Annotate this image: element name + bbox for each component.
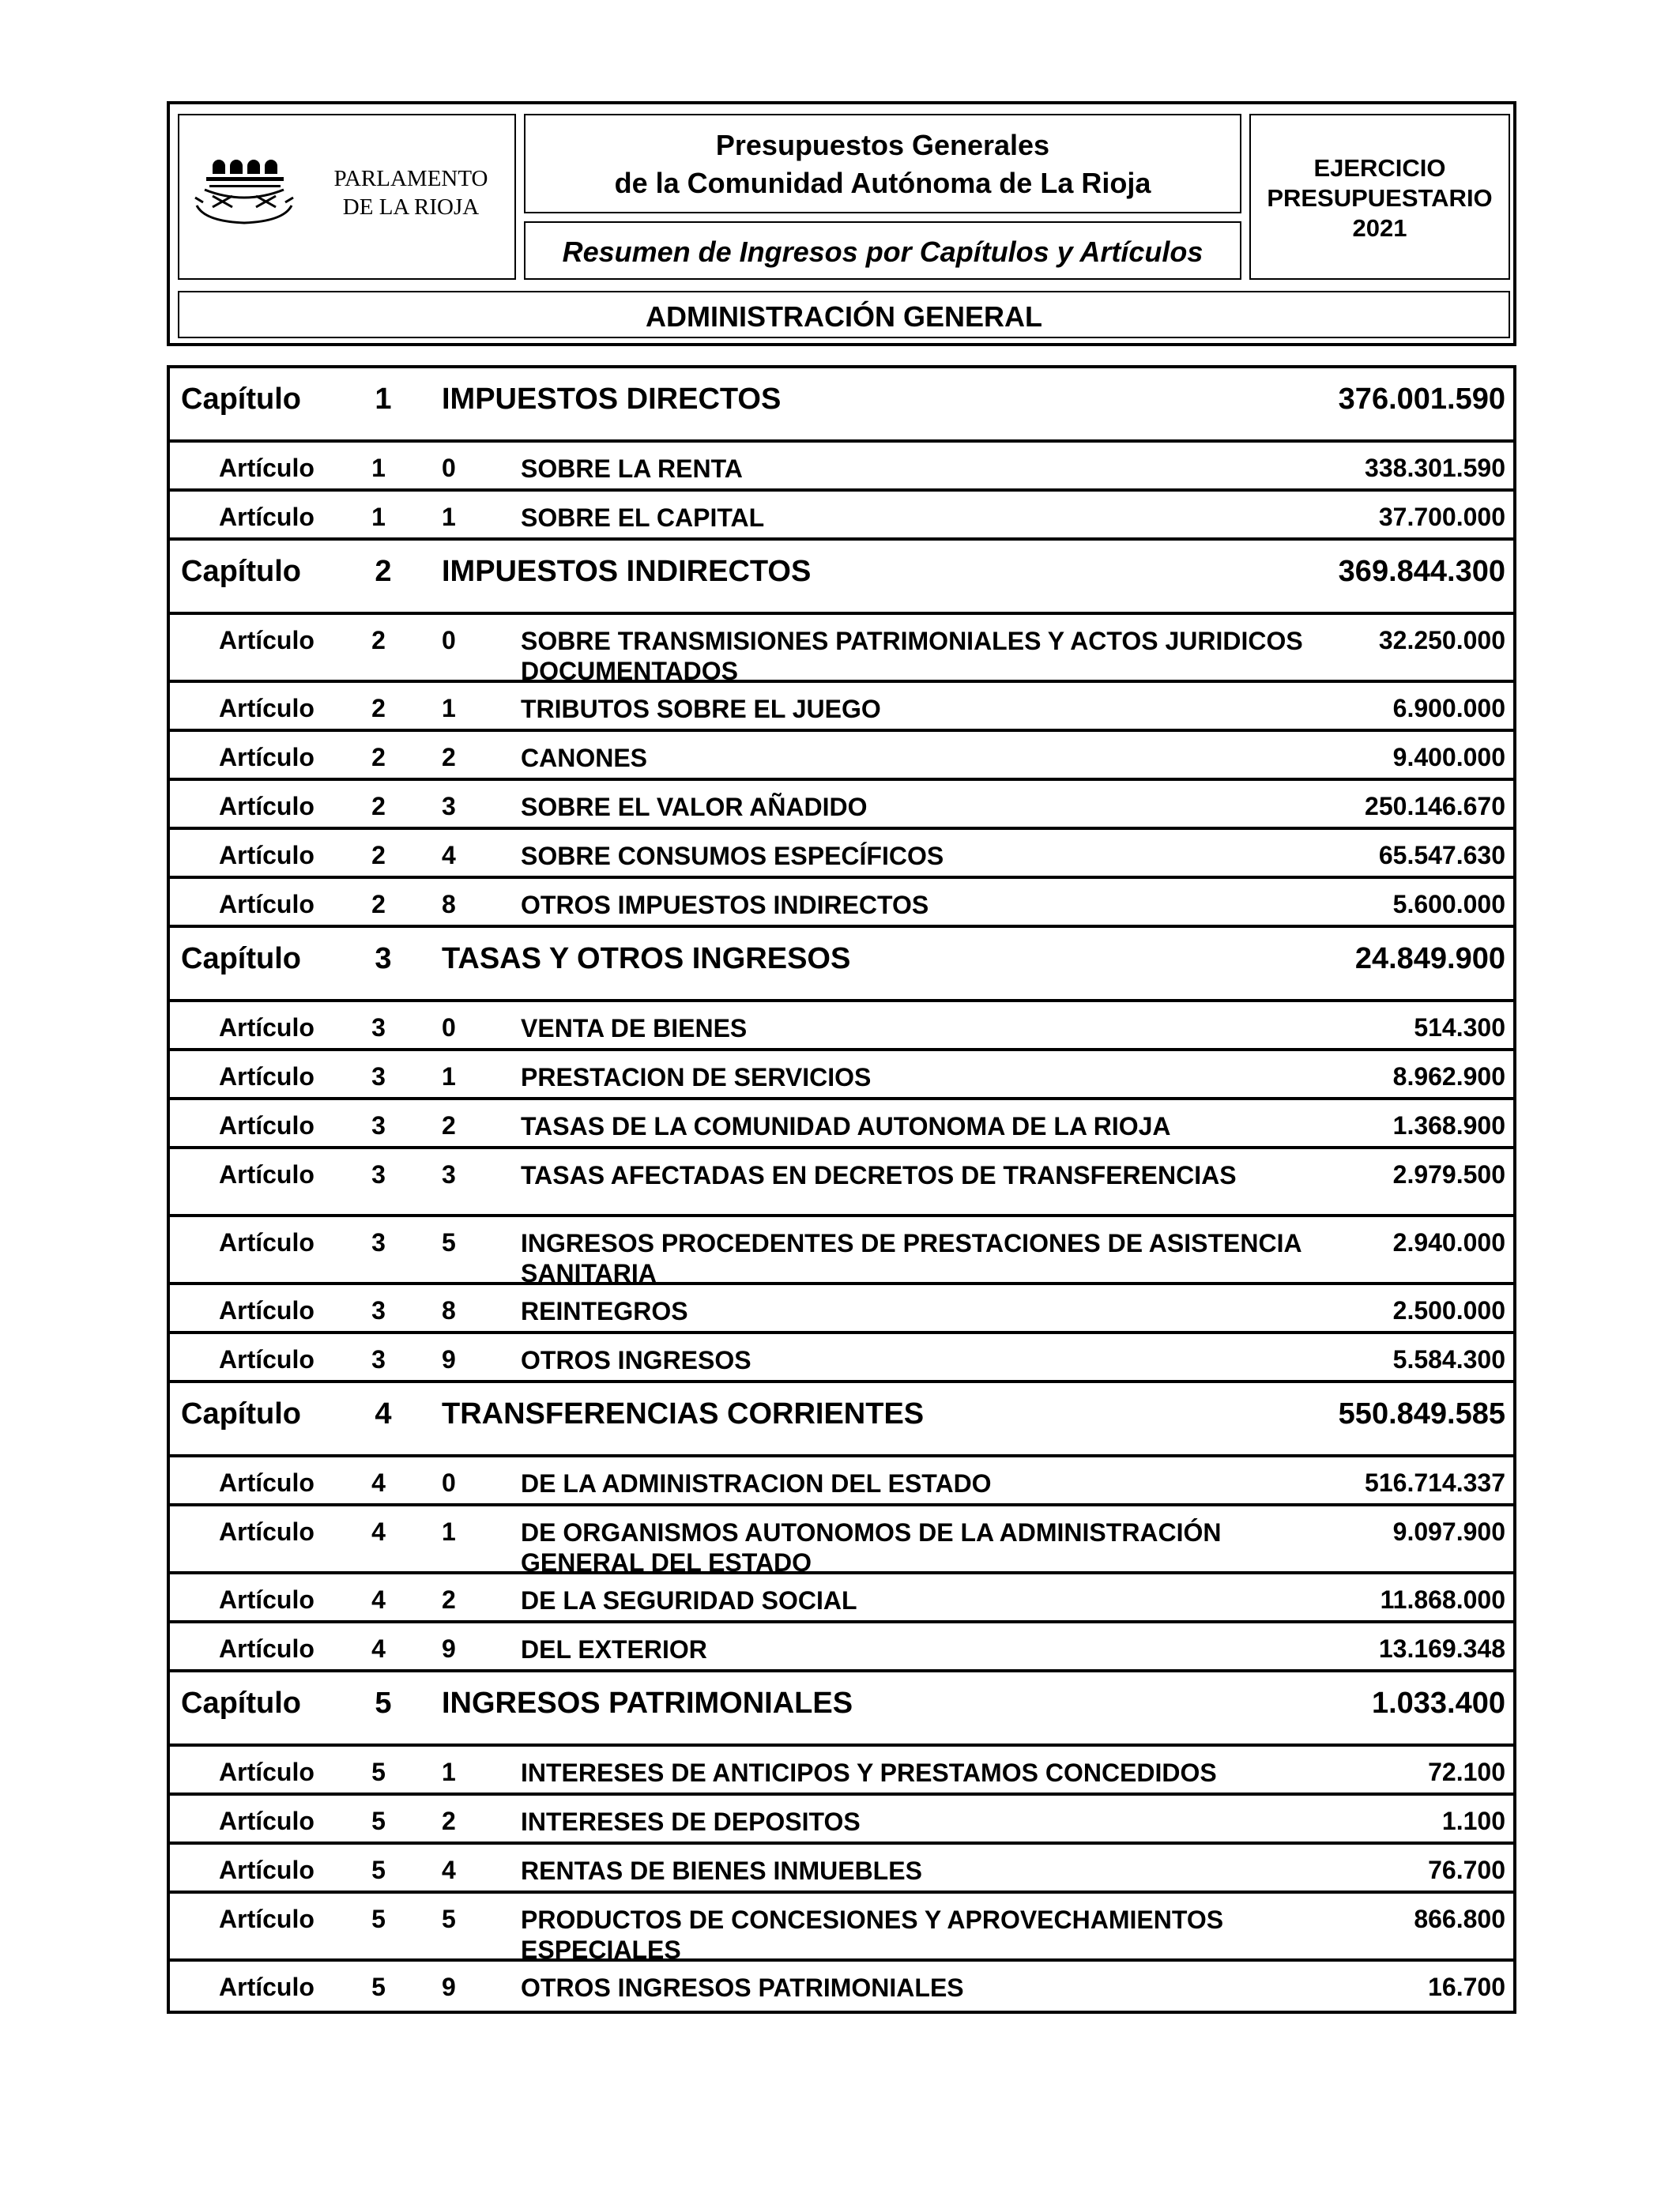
article-amount: 514.300	[1414, 1013, 1505, 1042]
article-chapter-number: 3	[371, 1160, 386, 1189]
article-chapter-number: 3	[371, 1228, 386, 1257]
article-row	[170, 1217, 1513, 1285]
article-chapter-number: 4	[371, 1468, 386, 1497]
article-number: 2	[442, 1111, 456, 1140]
logo-line-1: PARLAMENTO	[333, 166, 488, 191]
article-label: Artículo	[219, 1973, 315, 2001]
article-number: 0	[442, 1013, 456, 1042]
article-number: 0	[442, 626, 456, 654]
article-name: RENTAS DE BIENES INMUEBLES	[521, 1857, 922, 1885]
article-label: Artículo	[219, 1468, 315, 1497]
chapter-row	[170, 368, 1513, 443]
article-row	[170, 879, 1513, 928]
article-amount: 516.714.337	[1365, 1468, 1505, 1497]
article-amount: 72.100	[1428, 1758, 1505, 1786]
chapter-label: Capítulo	[181, 555, 301, 588]
article-number: 5	[442, 1905, 456, 1933]
article-chapter-number: 1	[371, 454, 386, 482]
article-row	[170, 1149, 1513, 1217]
article-number: 8	[442, 890, 456, 918]
article-row	[170, 615, 1513, 683]
article-amount: 8.962.900	[1392, 1062, 1505, 1091]
article-chapter-number: 3	[371, 1296, 386, 1325]
article-chapter-number: 2	[371, 792, 386, 820]
article-row	[170, 1051, 1513, 1100]
chapter-name: IMPUESTOS DIRECTOS	[442, 383, 782, 416]
article-number: 2	[442, 743, 456, 771]
article-name: TASAS AFECTADAS EN DECRETOS DE TRANSFERENCIAS	[521, 1161, 1237, 1189]
article-chapter-number: 5	[371, 1856, 386, 1884]
article-label: Artículo	[219, 1111, 315, 1140]
article-label: Artículo	[219, 454, 315, 482]
article-number: 9	[442, 1973, 456, 2001]
chapter-amount: 550.849.585	[1338, 1397, 1505, 1431]
article-amount: 338.301.590	[1365, 454, 1505, 482]
article-name: SOBRE EL VALOR AÑADIDO	[521, 793, 868, 821]
article-number: 9	[442, 1634, 456, 1663]
article-row	[170, 1623, 1513, 1672]
article-number: 8	[442, 1296, 456, 1325]
chapter-name: TRANSFERENCIAS CORRIENTES	[442, 1397, 925, 1431]
chapter-number: 2	[375, 555, 392, 588]
article-name: DE ORGANISMOS AUTONOMOS DE LA ADMINISTRACIÓN GENERAL DEL ESTADO	[521, 1518, 1222, 1574]
chapter-row	[170, 1383, 1513, 1457]
article-chapter-number: 4	[371, 1517, 386, 1546]
article-name: TASAS DE LA COMUNIDAD AUTONOMA DE LA RIOJA	[521, 1112, 1171, 1140]
article-number: 1	[442, 503, 456, 531]
title-line-1: Presupuestos Generales	[715, 129, 1050, 161]
article-number: 2	[442, 1807, 456, 1835]
article-label: Artículo	[219, 694, 315, 722]
article-chapter-number: 5	[371, 1758, 386, 1786]
article-amount: 11.868.000	[1380, 1585, 1505, 1614]
article-number: 2	[442, 1585, 456, 1614]
article-chapter-number: 5	[371, 1807, 386, 1835]
article-chapter-number: 3	[371, 1111, 386, 1140]
article-name: TRIBUTOS SOBRE EL JUEGO	[521, 695, 881, 723]
article-number: 0	[442, 454, 456, 482]
article-amount: 2.979.500	[1392, 1160, 1505, 1189]
article-name: SOBRE CONSUMOS ESPECÍFICOS	[521, 842, 944, 870]
article-name: OTROS INGRESOS PATRIMONIALES	[521, 1973, 964, 2002]
article-name: PRESTACION DE SERVICIOS	[521, 1063, 872, 1091]
article-name: VENTA DE BIENES	[521, 1014, 748, 1042]
article-label: Artículo	[219, 1758, 315, 1786]
article-row	[170, 1457, 1513, 1506]
article-chapter-number: 3	[371, 1062, 386, 1091]
article-label: Artículo	[219, 1296, 315, 1325]
article-name: SOBRE LA RENTA	[521, 454, 743, 483]
article-name: REINTEGROS	[521, 1297, 688, 1325]
article-row	[170, 732, 1513, 781]
article-chapter-number: 4	[371, 1634, 386, 1663]
article-amount: 76.700	[1428, 1856, 1505, 1884]
article-amount: 9.097.900	[1392, 1517, 1505, 1546]
article-name: INTERESES DE DEPOSITOS	[521, 1808, 861, 1836]
article-label: Artículo	[219, 1807, 315, 1835]
article-row	[170, 1285, 1513, 1334]
article-chapter-number: 4	[371, 1585, 386, 1614]
parliament-emblem-icon	[189, 150, 299, 237]
article-number: 3	[442, 1160, 456, 1189]
article-chapter-number: 5	[371, 1973, 386, 2001]
article-row	[170, 1002, 1513, 1051]
article-name: DE LA ADMINISTRACION DEL ESTADO	[521, 1469, 992, 1498]
chapter-number: 3	[375, 942, 392, 975]
article-label: Artículo	[219, 792, 315, 820]
logo-line-2: DE LA RIOJA	[342, 194, 480, 220]
article-row	[170, 683, 1513, 732]
article-row	[170, 781, 1513, 830]
article-chapter-number: 3	[371, 1013, 386, 1042]
article-amount: 6.900.000	[1392, 694, 1505, 722]
article-name: DE LA SEGURIDAD SOCIAL	[521, 1586, 857, 1615]
article-amount: 13.169.348	[1378, 1634, 1505, 1663]
article-name: DEL EXTERIOR	[521, 1635, 707, 1664]
article-amount: 250.146.670	[1365, 792, 1505, 820]
article-row	[170, 1845, 1513, 1894]
document-header	[167, 101, 1516, 346]
article-amount: 1.368.900	[1392, 1111, 1505, 1140]
article-row	[170, 1334, 1513, 1383]
article-amount: 16.700	[1428, 1973, 1505, 2001]
section-box	[178, 291, 1510, 338]
article-name: PRODUCTOS DE CONCESIONES Y APROVECHAMIENTOS ESPECIALES	[521, 1906, 1224, 1962]
article-label: Artículo	[219, 626, 315, 654]
article-label: Artículo	[219, 1062, 315, 1091]
article-label: Artículo	[219, 503, 315, 531]
chapter-amount: 24.849.900	[1354, 942, 1505, 975]
chapter-row	[170, 1672, 1513, 1747]
title-box	[524, 114, 1241, 213]
year-line-2: PRESUPUESTARIO	[1267, 184, 1493, 212]
article-number: 9	[442, 1345, 456, 1374]
article-label: Artículo	[219, 841, 315, 869]
article-number: 4	[442, 1856, 456, 1884]
article-chapter-number: 2	[371, 890, 386, 918]
article-label: Artículo	[219, 1345, 315, 1374]
article-row	[170, 1894, 1513, 1962]
article-label: Artículo	[219, 1160, 315, 1189]
article-label: Artículo	[219, 1856, 315, 1884]
article-label: Artículo	[219, 890, 315, 918]
chapter-label: Capítulo	[181, 383, 301, 416]
article-number: 1	[442, 1758, 456, 1786]
chapter-amount: 1.033.400	[1371, 1687, 1505, 1720]
article-label: Artículo	[219, 1013, 315, 1042]
chapter-label: Capítulo	[181, 1687, 301, 1720]
article-number: 1	[442, 694, 456, 722]
article-name: CANONES	[521, 744, 648, 772]
title-line-2: de la Comunidad Autónoma de La Rioja	[614, 167, 1151, 199]
chapter-amount: 369.844.300	[1338, 555, 1505, 588]
article-amount: 5.600.000	[1392, 890, 1505, 918]
chapter-label: Capítulo	[181, 1397, 301, 1431]
chapter-number: 4	[375, 1397, 392, 1431]
article-name: SOBRE TRANSMISIONES PATRIMONIALES Y ACTOS JURIDICOS DOCUMENTADOS	[521, 627, 1303, 683]
article-row	[170, 443, 1513, 492]
article-label: Artículo	[219, 1517, 315, 1546]
article-name: OTROS IMPUESTOS INDIRECTOS	[521, 891, 929, 919]
chapter-name: IMPUESTOS INDIRECTOS	[442, 555, 812, 588]
document-subtitle: Resumen de Ingresos por Capítulos y Artículos	[562, 236, 1203, 268]
article-name: INTERESES DE ANTICIPOS Y PRESTAMOS CONCEDIDOS	[521, 1759, 1217, 1787]
chapter-row	[170, 541, 1513, 615]
chapter-name: TASAS Y OTROS INGRESOS	[442, 942, 851, 975]
article-label: Artículo	[219, 1585, 315, 1614]
year-line-3: 2021	[1352, 214, 1407, 242]
subtitle-box	[524, 221, 1241, 280]
article-row	[170, 1962, 1513, 2011]
section-title: ADMINISTRACIÓN GENERAL	[646, 300, 1042, 333]
article-row	[170, 1747, 1513, 1796]
chapter-row	[170, 928, 1513, 1002]
article-amount: 2.940.000	[1392, 1228, 1505, 1257]
article-amount: 9.400.000	[1392, 743, 1505, 771]
article-chapter-number: 3	[371, 1345, 386, 1374]
article-amount: 1.100	[1441, 1807, 1505, 1835]
article-name: OTROS INGRESOS	[521, 1346, 751, 1374]
article-label: Artículo	[219, 1228, 315, 1257]
article-name: SOBRE EL CAPITAL	[521, 503, 765, 532]
article-chapter-number: 1	[371, 503, 386, 531]
document-title	[525, 126, 1240, 202]
article-row	[170, 830, 1513, 879]
article-amount: 32.250.000	[1378, 626, 1505, 654]
year-line-1: EJERCICIO	[1313, 154, 1446, 182]
logo-box	[178, 114, 516, 280]
article-chapter-number: 2	[371, 694, 386, 722]
article-chapter-number: 2	[371, 841, 386, 869]
article-number: 1	[442, 1062, 456, 1091]
article-amount: 2.500.000	[1392, 1296, 1505, 1325]
article-name: INGRESOS PROCEDENTES DE PRESTACIONES DE ASISTENCIA SANITARIA	[521, 1229, 1301, 1285]
article-chapter-number: 5	[371, 1905, 386, 1933]
fiscal-year-box	[1249, 114, 1510, 280]
article-row	[170, 1574, 1513, 1623]
chapter-number: 1	[375, 383, 392, 416]
article-chapter-number: 2	[371, 743, 386, 771]
article-amount: 65.547.630	[1378, 841, 1505, 869]
article-row	[170, 1506, 1513, 1574]
article-row	[170, 492, 1513, 541]
revenue-table	[167, 365, 1516, 2014]
article-amount: 5.584.300	[1392, 1345, 1505, 1374]
article-label: Artículo	[219, 743, 315, 771]
article-number: 4	[442, 841, 456, 869]
chapter-label: Capítulo	[181, 942, 301, 975]
article-label: Artículo	[219, 1634, 315, 1663]
article-number: 5	[442, 1228, 456, 1257]
chapter-name: INGRESOS PATRIMONIALES	[442, 1687, 853, 1720]
article-number: 3	[442, 792, 456, 820]
fiscal-year	[1251, 153, 1509, 243]
article-number: 0	[442, 1468, 456, 1497]
article-amount: 37.700.000	[1378, 503, 1505, 531]
logo-text	[312, 164, 510, 221]
chapter-amount: 376.001.590	[1338, 383, 1505, 416]
article-chapter-number: 2	[371, 626, 386, 654]
chapter-number: 5	[375, 1687, 392, 1720]
article-amount: 866.800	[1414, 1905, 1505, 1933]
article-row	[170, 1796, 1513, 1845]
article-label: Artículo	[219, 1905, 315, 1933]
article-number: 1	[442, 1517, 456, 1546]
article-row	[170, 1100, 1513, 1149]
